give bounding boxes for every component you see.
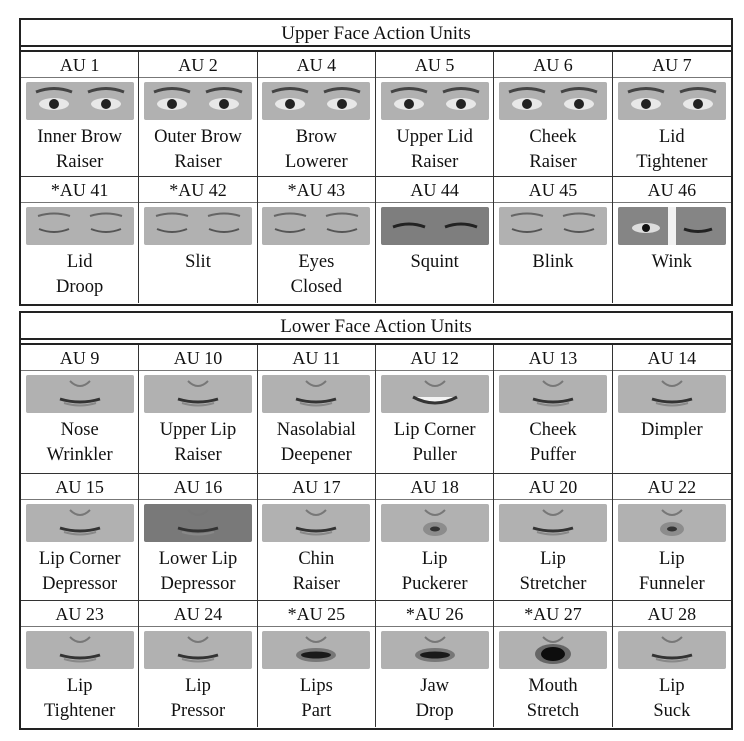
face-region-image [144, 207, 252, 245]
face-region-image [26, 82, 134, 120]
action-unit-name: Slit [185, 252, 211, 272]
action-unit-name: Lip Tightener [44, 676, 116, 721]
face-region-image [262, 375, 370, 413]
action-unit-code: AU 9 [21, 345, 138, 371]
action-unit-code: AU 1 [21, 52, 138, 78]
action-unit-code: *AU 27 [494, 601, 611, 627]
action-unit-name: Lips Part [299, 676, 333, 721]
action-unit-name: Cheek Raiser [529, 127, 577, 172]
action-unit-code: AU 45 [494, 177, 611, 203]
face-region-image [618, 631, 726, 669]
action-unit-cell [139, 601, 257, 727]
face-region-image [26, 631, 134, 669]
action-unit-name: Outer Brow Raiser [154, 127, 242, 172]
action-unit-name: Upper Lid Raiser [396, 127, 473, 172]
action-unit-cell [258, 177, 376, 303]
face-region-image [618, 207, 726, 245]
action-unit-cell [139, 52, 257, 176]
action-unit-code: AU 17 [258, 474, 375, 500]
face-region-image [499, 375, 607, 413]
action-unit-code: *AU 42 [139, 177, 256, 203]
action-unit-code: AU 46 [613, 177, 731, 203]
action-unit-code: AU 11 [258, 345, 375, 371]
face-region-image [381, 375, 489, 413]
action-unit-name: Upper Lip Raiser [159, 420, 237, 465]
upper-row-1 [21, 52, 731, 176]
action-unit-code: AU 10 [139, 345, 256, 371]
action-unit-name: Lid Droop [56, 252, 104, 297]
action-unit-name: Lip Corner Puller [393, 420, 476, 465]
action-unit-cell [613, 601, 731, 727]
action-unit-cell [376, 52, 494, 176]
action-unit-code: AU 15 [21, 474, 138, 500]
face-region-image [381, 631, 489, 669]
action-unit-cell [376, 345, 494, 473]
face-region-image [499, 631, 607, 669]
action-unit-name: Lip Suck [653, 676, 691, 721]
action-unit-cell [258, 345, 376, 473]
action-unit-name: Wink [651, 252, 693, 272]
action-unit-code: AU 6 [494, 52, 611, 78]
action-unit-cell [494, 177, 612, 303]
face-region-image [381, 82, 489, 120]
face-region-image [26, 375, 134, 413]
face-region-image [262, 504, 370, 542]
action-unit-name: Blink [532, 252, 574, 272]
action-unit-cell [376, 601, 494, 727]
face-region-image [618, 82, 726, 120]
face-region-image [144, 375, 252, 413]
action-unit-cell [21, 345, 139, 473]
action-unit-name: Lip Puckerer [401, 549, 468, 594]
action-unit-name: Brow Lowerer [285, 127, 348, 172]
lower-face-title: Lower Face Action Units [21, 313, 731, 340]
action-unit-code: AU 5 [376, 52, 493, 78]
action-unit-code: AU 7 [613, 52, 731, 78]
action-unit-code: *AU 41 [21, 177, 138, 203]
action-unit-name: Lower Lip Depressor [158, 549, 238, 594]
action-unit-name: Eyes Closed [290, 252, 343, 297]
action-unit-cell [613, 52, 731, 176]
face-region-image [144, 82, 252, 120]
face-region-image [144, 631, 252, 669]
action-unit-code: AU 24 [139, 601, 256, 627]
action-unit-code: AU 22 [613, 474, 731, 500]
action-unit-cell [613, 474, 731, 600]
action-unit-name: Inner Brow Raiser [37, 127, 123, 172]
action-unit-code: *AU 43 [258, 177, 375, 203]
action-unit-name: Lip Stretcher [519, 549, 587, 594]
lower-face-section [19, 311, 733, 730]
face-region-image [381, 207, 489, 245]
action-unit-cell [21, 52, 139, 176]
action-unit-cell [21, 177, 139, 303]
face-region-image [262, 82, 370, 120]
upper-face-section [19, 18, 733, 306]
action-unit-code: AU 4 [258, 52, 375, 78]
action-unit-cell [139, 345, 257, 473]
action-unit-name: Lip Pressor [170, 676, 226, 721]
action-unit-name: Cheek Puffer [529, 420, 577, 465]
action-unit-name: Nasolabial Deepener [276, 420, 356, 465]
action-unit-cell [494, 601, 612, 727]
action-unit-cell [494, 345, 612, 473]
action-unit-code: *AU 26 [376, 601, 493, 627]
action-unit-cell [258, 474, 376, 600]
action-unit-code: AU 44 [376, 177, 493, 203]
action-unit-name: Lip Funneler [638, 549, 705, 594]
action-unit-cell [494, 52, 612, 176]
action-unit-name: Mouth Stretch [526, 676, 580, 721]
action-unit-code: AU 28 [613, 601, 731, 627]
action-unit-code: AU 23 [21, 601, 138, 627]
action-unit-name: Lip Corner Depressor [38, 549, 121, 594]
action-unit-cell [613, 345, 731, 473]
action-unit-code: AU 16 [139, 474, 256, 500]
action-unit-code: *AU 25 [258, 601, 375, 627]
action-unit-cell [139, 474, 257, 600]
action-unit-cell [258, 601, 376, 727]
face-region-image [26, 504, 134, 542]
action-unit-cell [613, 177, 731, 303]
face-region-image [262, 631, 370, 669]
action-unit-cell [376, 177, 494, 303]
face-region-image [144, 504, 252, 542]
action-unit-code: AU 20 [494, 474, 611, 500]
action-unit-name: Squint [410, 252, 459, 272]
action-unit-code: AU 12 [376, 345, 493, 371]
action-unit-name: Jaw Drop [415, 676, 454, 721]
face-region-image [381, 504, 489, 542]
face-region-image [618, 504, 726, 542]
action-unit-name: Nose Wrinkler [46, 420, 113, 465]
action-unit-cell [21, 474, 139, 600]
face-region-image [499, 82, 607, 120]
action-unit-name: Chin Raiser [292, 549, 340, 594]
upper-row-2 [21, 176, 731, 303]
lower-row-2 [21, 473, 731, 600]
lower-row-1 [21, 345, 731, 473]
action-unit-cell [494, 474, 612, 600]
face-region-image [499, 207, 607, 245]
face-region-image [26, 207, 134, 245]
action-unit-name: Dimpler [641, 420, 703, 440]
upper-face-title: Upper Face Action Units [21, 20, 731, 47]
action-unit-cell [21, 601, 139, 727]
face-region-image [618, 375, 726, 413]
action-unit-code: AU 14 [613, 345, 731, 371]
action-unit-cell [139, 177, 257, 303]
face-region-image [499, 504, 607, 542]
action-unit-code: AU 2 [139, 52, 256, 78]
action-unit-cell [376, 474, 494, 600]
action-unit-name: Lid Tightener [636, 127, 708, 172]
face-region-image [262, 207, 370, 245]
action-unit-cell [258, 52, 376, 176]
lower-row-3 [21, 600, 731, 727]
action-unit-code: AU 13 [494, 345, 611, 371]
action-unit-code: AU 18 [376, 474, 493, 500]
